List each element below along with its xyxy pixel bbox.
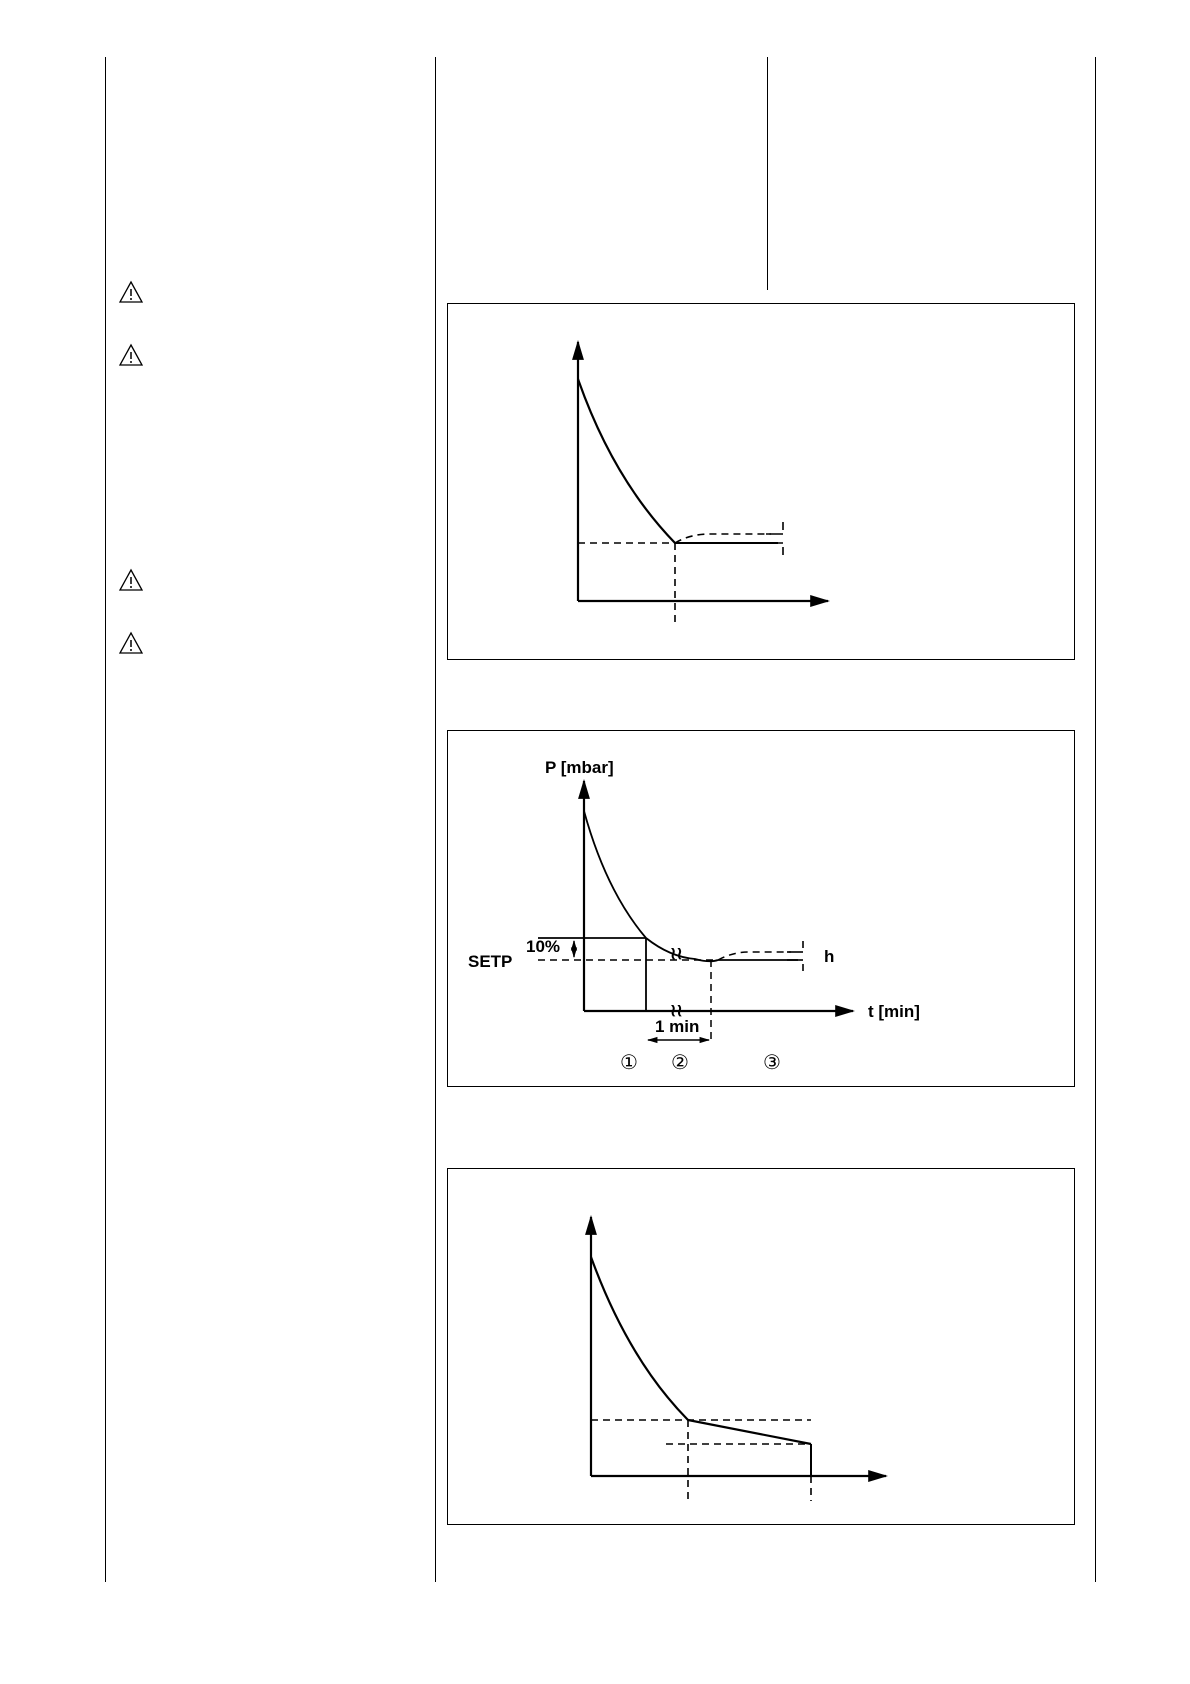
column-rule-middle — [435, 57, 436, 1582]
percent-label: 10% — [526, 937, 561, 956]
hysteresis-marker — [787, 941, 803, 971]
interval-label: 1 min — [655, 1017, 700, 1036]
evacuation-curve — [591, 1257, 688, 1420]
figure-2-pressure-curve — [447, 730, 1075, 1087]
column-rule-right — [1095, 57, 1096, 1582]
warning-triangle-icon — [118, 631, 144, 655]
phase-marker-2: ② — [671, 1050, 689, 1074]
curve-break-mark: ≀≀ — [670, 944, 683, 963]
setpoint-label: SETP — [468, 952, 513, 971]
axis-break-mark: ≀≀ — [670, 1001, 683, 1020]
hysteresis-label: h — [824, 947, 835, 966]
figure-3-pressure-curve — [447, 1168, 1075, 1525]
leak-decline-line — [688, 1420, 811, 1444]
warning-triangle-icon — [118, 568, 144, 592]
warning-triangle-icon — [118, 280, 144, 304]
column-rule-inner — [767, 57, 768, 290]
hysteresis-dashed-line — [718, 952, 791, 960]
warning-triangle-icon — [118, 343, 144, 367]
hysteresis-marker — [766, 522, 783, 555]
evacuation-curve — [578, 379, 675, 543]
phase-marker-1: ① — [620, 1050, 638, 1074]
hysteresis-dashed-line — [675, 534, 771, 543]
figure-1-pressure-curve — [447, 303, 1075, 660]
column-rule-left — [105, 57, 106, 1582]
x-axis-label: t [min] — [868, 1002, 920, 1021]
y-axis-label: P [mbar] — [545, 758, 614, 777]
phase-marker-3: ③ — [763, 1050, 781, 1074]
